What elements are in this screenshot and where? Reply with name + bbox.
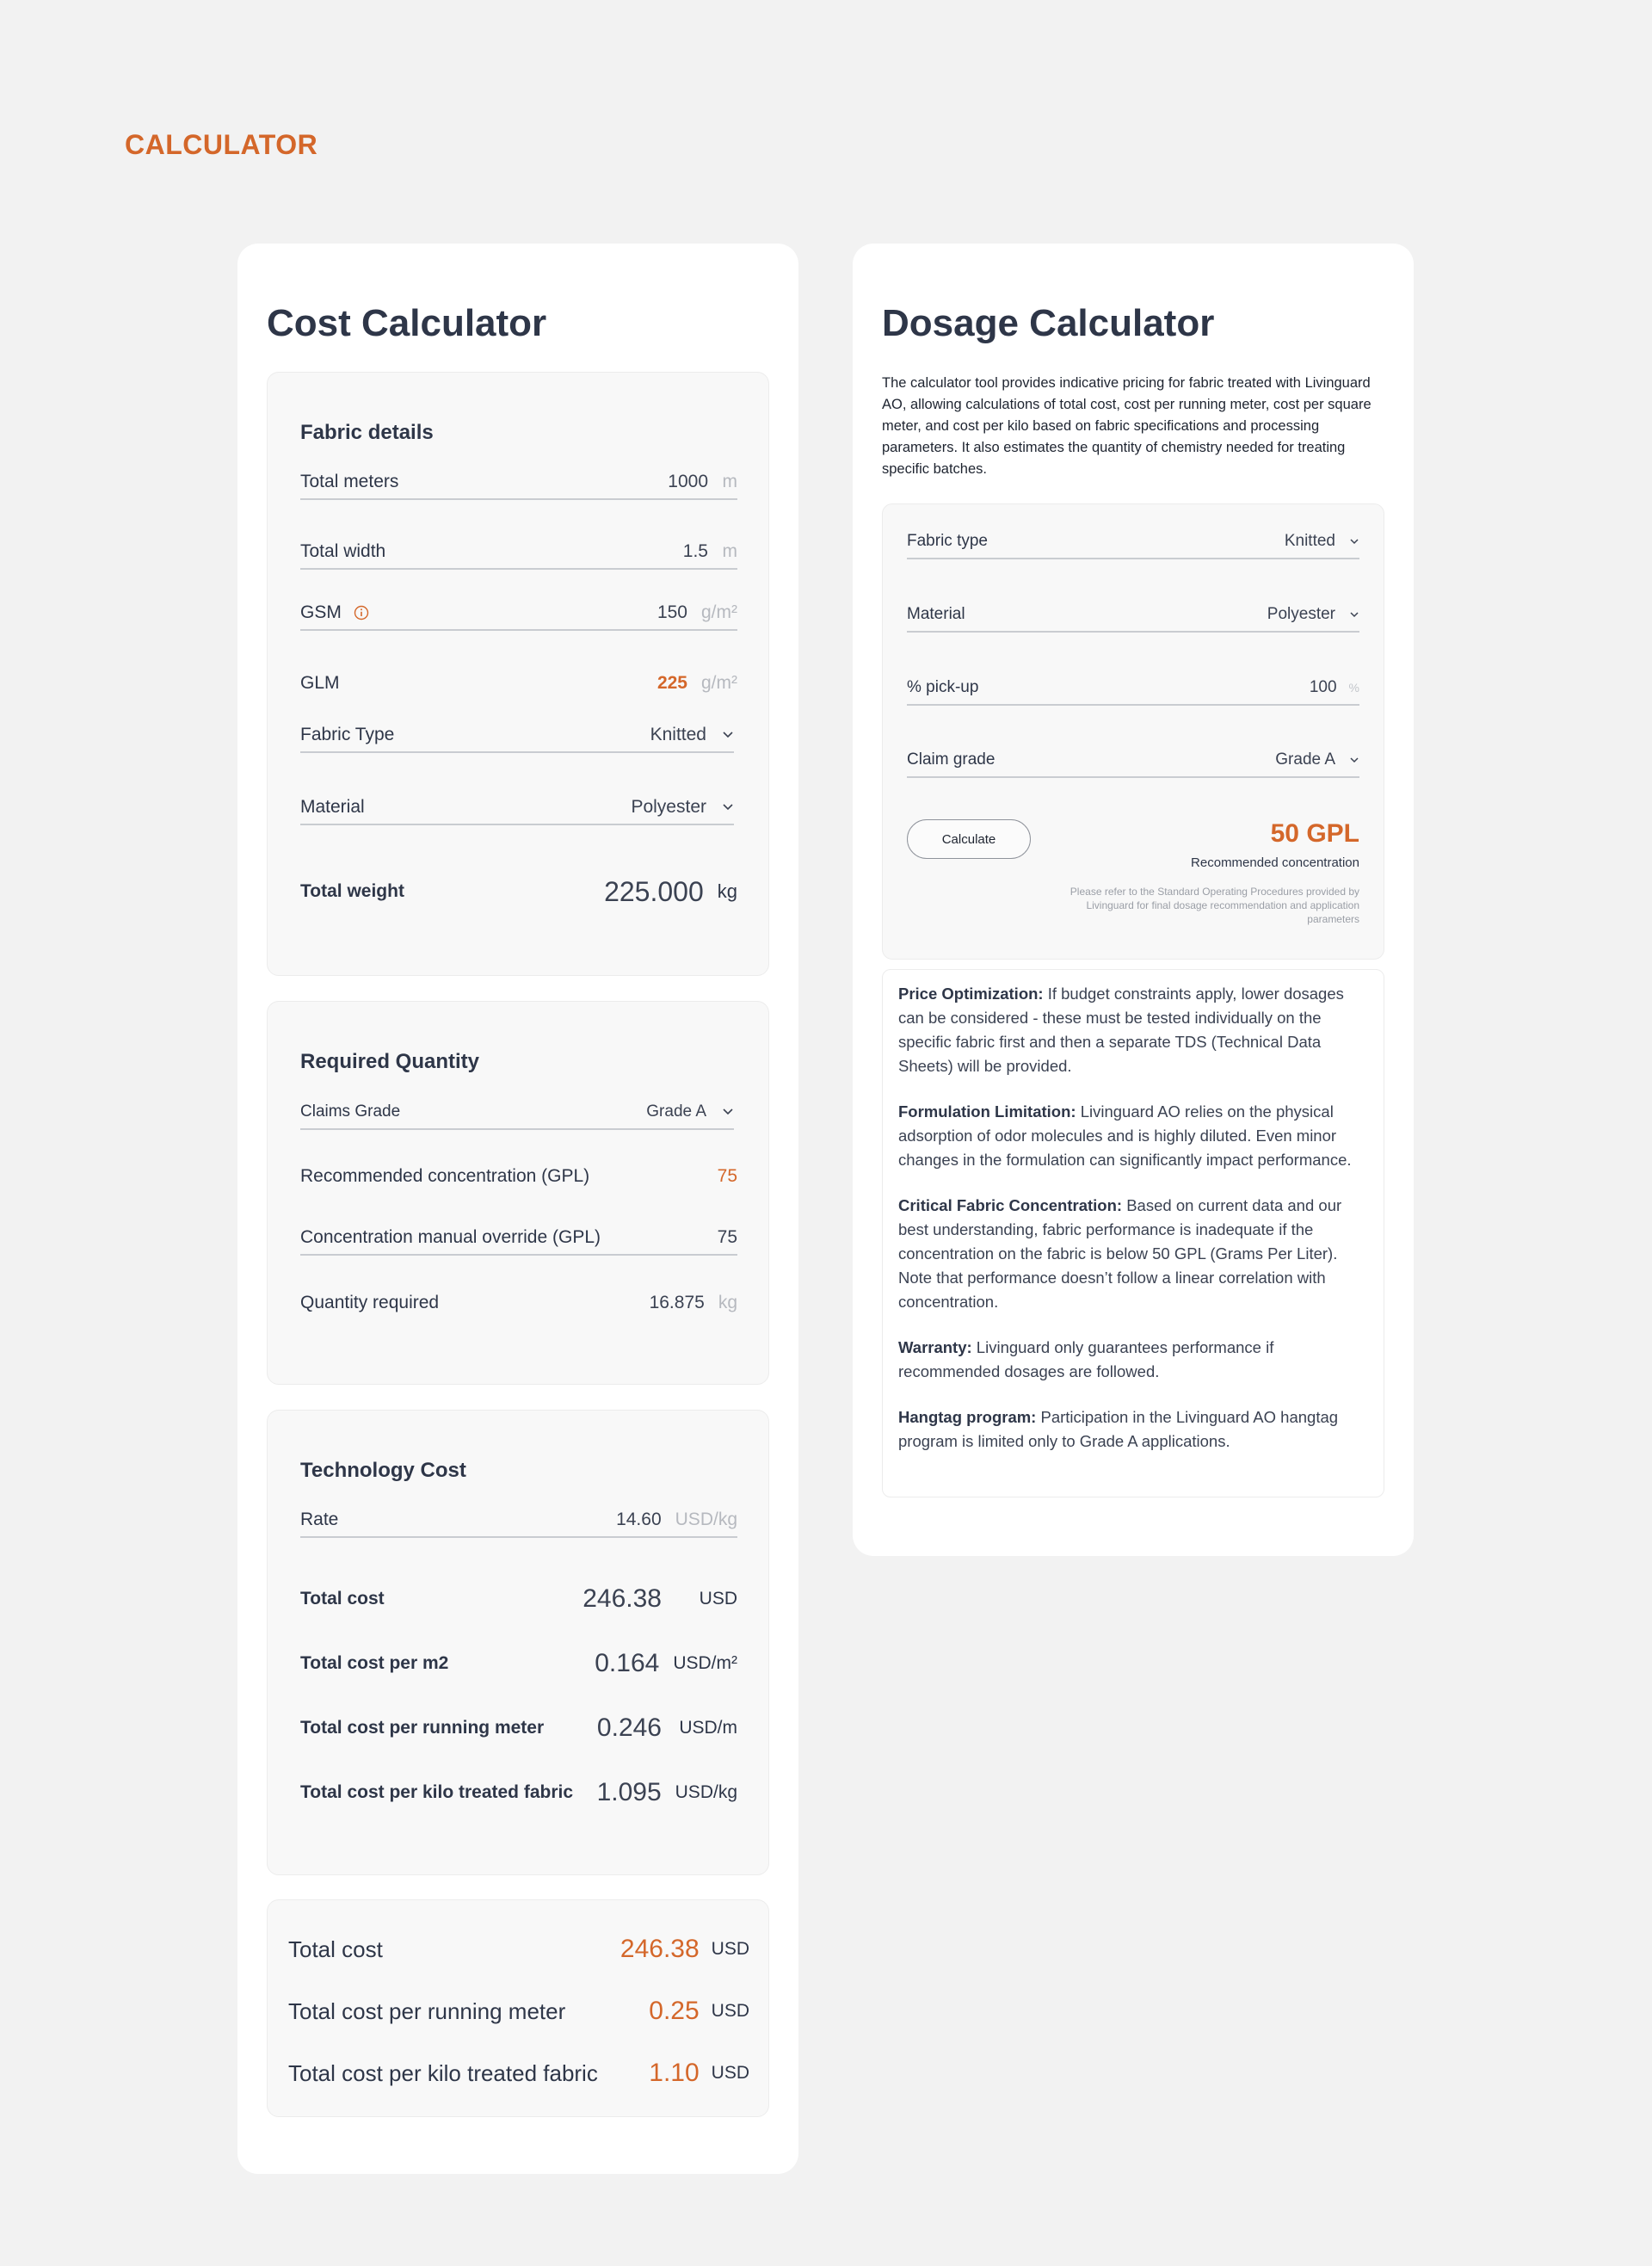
total-width-field[interactable] xyxy=(300,535,737,570)
sop-note: Please refer to the Standard Operating Procedures provided by Livinguard for final dosage recommendation and application parameters xyxy=(1069,886,1359,925)
cost-per-m2-value: 0.164 xyxy=(595,1649,660,1677)
pickup-label: % pick-up xyxy=(907,678,979,696)
fabric-type-value[interactable]: Knitted xyxy=(650,725,706,744)
total-width-label: Total width xyxy=(300,541,386,561)
note-price-optimization xyxy=(898,982,1368,1078)
cost-calculator-card xyxy=(237,244,798,2174)
claim-grade-select[interactable] xyxy=(907,744,1359,778)
dosage-fabric-type-select[interactable] xyxy=(907,525,1359,559)
summary-cost-per-running-meter-row xyxy=(288,1992,749,2030)
dosage-material-value[interactable]: Polyester xyxy=(1267,605,1335,623)
cost-per-running-meter-label: Total cost per running meter xyxy=(300,1718,545,1738)
summary-cost-per-kilo-unit: USD xyxy=(711,2063,749,2083)
fabric-type-select[interactable] xyxy=(300,719,734,753)
dosage-material-label: Material xyxy=(907,605,965,623)
dosage-fabric-type-label: Fabric type xyxy=(907,532,988,550)
cost-per-running-meter-row xyxy=(300,1707,737,1750)
cost-per-m2-label: Total cost per m2 xyxy=(300,1653,449,1673)
total-meters-unit: m xyxy=(722,472,737,491)
note-text: Livinguard only guarantees performance if recommended dosages are followed. xyxy=(898,1338,1274,1380)
gsm-input[interactable]: 150 xyxy=(656,602,687,622)
note-text: If budget constraints apply, lower dosages can be considered - these must be tested individually on the specific fabric first and then a separate TDS (Technical Data Sheets) will be provided. xyxy=(898,985,1344,1075)
total-cost-unit: USD xyxy=(699,1589,737,1608)
claims-grade-select[interactable] xyxy=(300,1096,734,1130)
pickup-unit: % xyxy=(1348,681,1359,695)
chevron-down-icon[interactable] xyxy=(722,1106,734,1118)
cost-per-kilo-row xyxy=(300,1771,737,1814)
note-title: Formulation Limitation: xyxy=(898,1102,1076,1121)
material-select[interactable] xyxy=(300,791,734,825)
chevron-down-icon[interactable] xyxy=(1349,611,1359,619)
total-meters-label: Total meters xyxy=(300,472,399,491)
fabric-details-title: Fabric details xyxy=(300,421,434,444)
total-width-unit: m xyxy=(722,541,737,561)
recommended-gpl-caption: Recommended concentration xyxy=(1191,855,1359,870)
total-weight-label: Total weight xyxy=(300,881,404,901)
dosage-material-select[interactable] xyxy=(907,598,1359,633)
cost-per-kilo-label: Total cost per kilo treated fabric xyxy=(300,1782,574,1802)
required-quantity-section xyxy=(267,1001,769,1385)
total-weight-unit: kg xyxy=(717,880,737,902)
manual-override-field[interactable] xyxy=(300,1221,737,1256)
quantity-required-row xyxy=(300,1286,737,1320)
fabric-details-section xyxy=(267,372,769,976)
claims-grade-label: Claims Grade xyxy=(300,1102,401,1121)
rate-unit: USD/kg xyxy=(675,1510,737,1529)
required-quantity-title: Required Quantity xyxy=(300,1050,480,1073)
manual-override-input[interactable]: 75 xyxy=(717,1227,737,1247)
pickup-field[interactable] xyxy=(907,671,1359,706)
note-critical-fabric-concentration xyxy=(898,1194,1368,1314)
dosage-calculator-card xyxy=(853,244,1414,1556)
note-formulation-limitation xyxy=(898,1100,1368,1172)
recommended-concentration-value: 75 xyxy=(717,1166,737,1186)
total-cost-value: 246.38 xyxy=(583,1584,662,1613)
total-weight-value: 225.000 xyxy=(604,875,704,907)
note-title: Critical Fabric Concentration: xyxy=(898,1196,1123,1214)
claims-grade-value[interactable]: Grade A xyxy=(646,1102,706,1121)
gsm-label: GSM xyxy=(300,602,342,622)
summary-total-cost-label: Total cost xyxy=(288,1936,383,1962)
glm-unit: g/m² xyxy=(701,673,737,693)
rate-label: Rate xyxy=(300,1510,339,1529)
technology-cost-section xyxy=(267,1410,769,1875)
cost-calculator-title: Cost Calculator xyxy=(267,302,547,344)
chevron-down-icon[interactable] xyxy=(1349,756,1359,764)
fabric-type-label: Fabric Type xyxy=(300,725,395,744)
note-title: Price Optimization: xyxy=(898,985,1044,1003)
rate-input[interactable]: 14.60 xyxy=(616,1510,662,1529)
material-label: Material xyxy=(300,797,365,817)
quantity-required-unit: kg xyxy=(718,1293,737,1312)
gsm-unit: g/m² xyxy=(701,602,737,622)
note-warranty xyxy=(898,1336,1368,1384)
dosage-description: The calculator tool provides indicative pricing for fabric treated with Livinguard AO, allowing calculations of total cost, cost per running meter, cost per square meter, and cost per kilo based on fabric specifications and processing parameters. It also estimates the quantity of chemistry needed for treating specific batches. xyxy=(882,375,1372,477)
dosage-notes xyxy=(882,969,1384,1497)
cost-per-m2-row xyxy=(300,1642,737,1685)
pickup-input[interactable]: 100 xyxy=(1309,678,1337,696)
total-meters-input[interactable]: 1000 xyxy=(668,472,708,491)
summary-total-cost-unit: USD xyxy=(711,1939,749,1959)
summary-total-cost-row xyxy=(288,1930,749,1968)
gsm-label-wrap xyxy=(300,602,657,623)
cost-per-running-meter-unit: USD/m xyxy=(679,1718,737,1738)
note-title: Warranty: xyxy=(898,1338,972,1356)
rate-field[interactable] xyxy=(300,1503,737,1538)
glm-row xyxy=(300,666,737,701)
summary-cost-per-running-meter-unit: USD xyxy=(711,2001,749,2021)
cost-per-kilo-unit: USD/kg xyxy=(675,1782,737,1802)
dosage-calculator-title: Dosage Calculator xyxy=(882,302,1215,344)
material-value[interactable]: Polyester xyxy=(631,797,706,817)
claim-grade-value[interactable]: Grade A xyxy=(1275,750,1335,769)
summary-cost-per-running-meter-label: Total cost per running meter xyxy=(288,1997,566,2024)
note-hangtag-program xyxy=(898,1405,1368,1454)
dosage-fabric-type-value[interactable]: Knitted xyxy=(1284,532,1335,550)
recommended-concentration-label: Recommended concentration (GPL) xyxy=(300,1166,590,1186)
page-label: CALCULATOR xyxy=(125,129,318,160)
summary-total-cost-value: 246.38 xyxy=(620,1935,700,1963)
note-text: Participation in the Livinguard AO hangtag program is limited only to Grade A applications. xyxy=(898,1408,1339,1450)
total-cost-row xyxy=(300,1578,737,1621)
summary-cost-per-kilo-label: Total cost per kilo treated fabric xyxy=(288,2059,598,2086)
quantity-required-value: 16.875 xyxy=(649,1293,705,1312)
info-icon[interactable] xyxy=(354,605,369,621)
quantity-required-label: Quantity required xyxy=(300,1293,440,1312)
chevron-down-icon[interactable] xyxy=(1349,538,1359,546)
note-text: Based on current data and our best understanding, fabric performance is inadequate if the concentration on the fabric is below 50 GPL (Grams Per Liter). Note that performance doesn’t follow a linear correlation with concentration. xyxy=(898,1196,1342,1311)
claim-grade-label: Claim grade xyxy=(907,750,996,769)
dosage-inputs-section xyxy=(882,503,1384,960)
total-weight-row xyxy=(300,870,737,913)
technology-cost-title: Technology Cost xyxy=(300,1459,466,1482)
chevron-down-icon[interactable] xyxy=(722,729,734,741)
recommended-gpl-value: 50 GPL xyxy=(1270,819,1359,848)
note-title: Hangtag program: xyxy=(898,1408,1037,1426)
glm-value: 225 xyxy=(656,673,687,693)
total-width-input[interactable]: 1.5 xyxy=(682,541,708,561)
cost-summary-section xyxy=(267,1899,769,2117)
cost-per-kilo-value: 1.095 xyxy=(596,1778,662,1806)
total-meters-field[interactable] xyxy=(300,466,737,500)
gsm-field[interactable] xyxy=(300,596,737,631)
summary-cost-per-kilo-value: 1.10 xyxy=(649,2059,700,2087)
total-cost-label: Total cost xyxy=(300,1589,385,1608)
cost-per-running-meter-value: 0.246 xyxy=(596,1713,662,1742)
note-text: Livinguard AO relies on the physical adsorption of odor molecules and is highly diluted. Even minor changes in the formulation can significantly impact performance. xyxy=(898,1102,1352,1169)
recommended-concentration-row xyxy=(300,1159,737,1194)
summary-cost-per-kilo-row xyxy=(288,2054,749,2092)
calculate-button[interactable]: Calculate xyxy=(907,819,1031,859)
summary-cost-per-running-meter-value: 0.25 xyxy=(649,1997,700,2025)
manual-override-label: Concentration manual override (GPL) xyxy=(300,1227,601,1247)
glm-label: GLM xyxy=(300,673,340,693)
chevron-down-icon[interactable] xyxy=(722,801,734,813)
cost-per-m2-unit: USD/m² xyxy=(673,1653,737,1673)
